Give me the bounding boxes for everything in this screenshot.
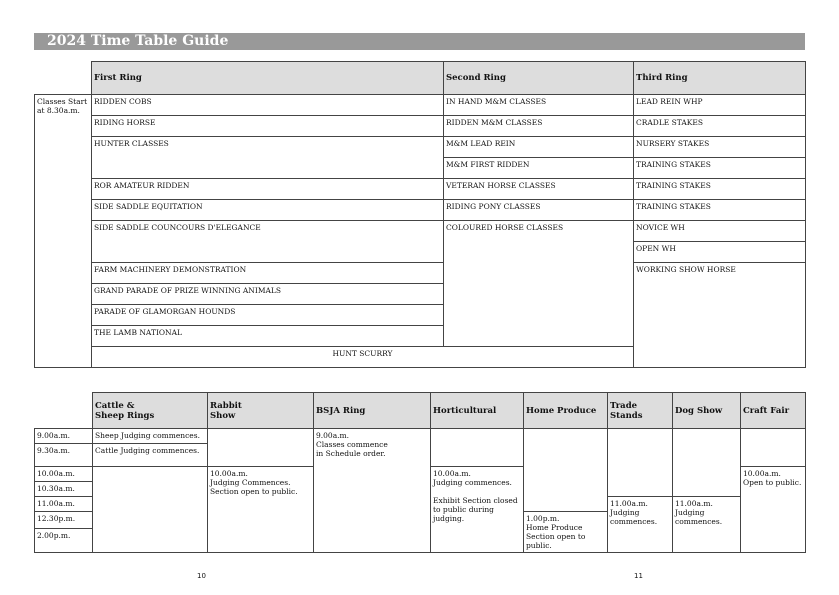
first-ring-item: SIDE SADDLE COUNCOURS D'ELEGANCE — [92, 221, 444, 263]
time-cell: 12.30p.m. — [35, 512, 93, 529]
second-ring-item: IN HAND M&M CLASSES — [444, 95, 634, 116]
page-number-left: 10 — [197, 572, 206, 580]
first-ring-item: THE LAMB NATIONAL — [92, 326, 444, 347]
header-craft-fair: Craft Fair — [741, 393, 806, 429]
rabbit-empty — [208, 429, 314, 467]
first-ring-item: ROR AMATEUR RIDDEN — [92, 179, 444, 200]
third-ring-item: TRAINING STAKES — [634, 200, 806, 221]
schedule-table — [34, 392, 806, 553]
cattle-cell: Cattle Judging commences. — [93, 444, 208, 467]
home-produce-empty — [524, 429, 608, 512]
third-ring-item: LEAD REIN WHP — [634, 95, 806, 116]
page-number-right: 11 — [634, 572, 643, 580]
header-horticultural: Horticultural — [431, 393, 524, 429]
header-first-ring: First Ring — [92, 62, 444, 95]
time-cell: 2.00p.m. — [35, 529, 93, 553]
third-ring-item: TRAINING STAKES — [634, 158, 806, 179]
craft-fair-cell: 10.00a.m. Open to public. — [741, 467, 806, 553]
page-title: 2024 Time Table Guide — [47, 33, 229, 49]
third-ring-item: TRAINING STAKES — [634, 179, 806, 200]
corner-cell — [35, 393, 93, 429]
rabbit-cell: 10.00a.m. Judging Commences. Section open to public. — [208, 467, 314, 553]
first-ring-item: SIDE SADDLE EQUITATION — [92, 200, 444, 221]
first-ring-item: GRAND PARADE OF PRIZE WINNING ANIMALS — [92, 284, 444, 305]
hunt-scurry: HUNT SCURRY — [92, 347, 634, 368]
cattle-cell: Sheep Judging commences. — [93, 429, 208, 444]
first-ring-item: RIDDEN COBS — [92, 95, 444, 116]
trade-stands-cell: 11.00a.m. Judging commences. — [608, 497, 673, 553]
classes-start-cell: Classes Start at 8.30a.m. — [35, 95, 92, 368]
header-rabbit: Rabbit Show — [208, 393, 314, 429]
second-ring-item: RIDING PONY CLASSES — [444, 200, 634, 221]
header-trade-stands: Trade Stands — [608, 393, 673, 429]
bsja-cell: 9.00a.m. Classes commence in Schedule order. — [314, 429, 431, 553]
third-ring-item: NURSERY STAKES — [634, 137, 806, 158]
third-ring-item: CRADLE STAKES — [634, 116, 806, 137]
trade-stands-empty — [608, 429, 673, 497]
time-cell: 11.00a.m. — [35, 497, 93, 512]
first-ring-item: RIDING HORSE — [92, 116, 444, 137]
first-ring-item: HUNTER CLASSES — [92, 137, 444, 179]
home-produce-cell: 1.00p.m. Home Produce Section open to public. — [524, 512, 608, 553]
second-ring-item: M&M LEAD REIN — [444, 137, 634, 158]
third-ring-item: WORKING SHOW HORSE — [634, 263, 806, 368]
second-ring-item: RIDDEN M&M CLASSES — [444, 116, 634, 137]
horticultural-empty — [431, 429, 524, 467]
horticultural-cell: 10.00a.m. Judging commences. Exhibit Section closed to public during judging. — [431, 467, 524, 553]
time-cell: 10.30a.m. — [35, 482, 93, 497]
ring-table — [34, 61, 806, 368]
craft-fair-empty — [741, 429, 806, 467]
time-cell: 9.30a.m. — [35, 444, 93, 467]
time-cell: 9.00a.m. — [35, 429, 93, 444]
header-dog-show: Dog Show — [673, 393, 741, 429]
header-cattle-sheep: Cattle & Sheep Rings — [93, 393, 208, 429]
cattle-empty — [93, 467, 208, 553]
title-bar — [34, 33, 805, 50]
header-third-ring: Third Ring — [634, 62, 806, 95]
second-ring-item: VETERAN HORSE CLASSES — [444, 179, 634, 200]
second-ring-item: COLOURED HORSE CLASSES — [444, 221, 634, 347]
header-bsja: BSJA Ring — [314, 393, 431, 429]
header-second-ring: Second Ring — [444, 62, 634, 95]
dog-show-cell: 11.00a.m. Judging commences. — [673, 497, 741, 553]
header-home-produce: Home Produce — [524, 393, 608, 429]
dog-show-empty — [673, 429, 741, 497]
corner-cell — [35, 62, 92, 95]
third-ring-item: NOVICE WH — [634, 221, 806, 242]
time-cell: 10.00a.m. — [35, 467, 93, 482]
first-ring-item: PARADE OF GLAMORGAN HOUNDS — [92, 305, 444, 326]
second-ring-item: M&M FIRST RIDDEN — [444, 158, 634, 179]
third-ring-item: OPEN WH — [634, 242, 806, 263]
first-ring-item: FARM MACHINERY DEMONSTRATION — [92, 263, 444, 284]
